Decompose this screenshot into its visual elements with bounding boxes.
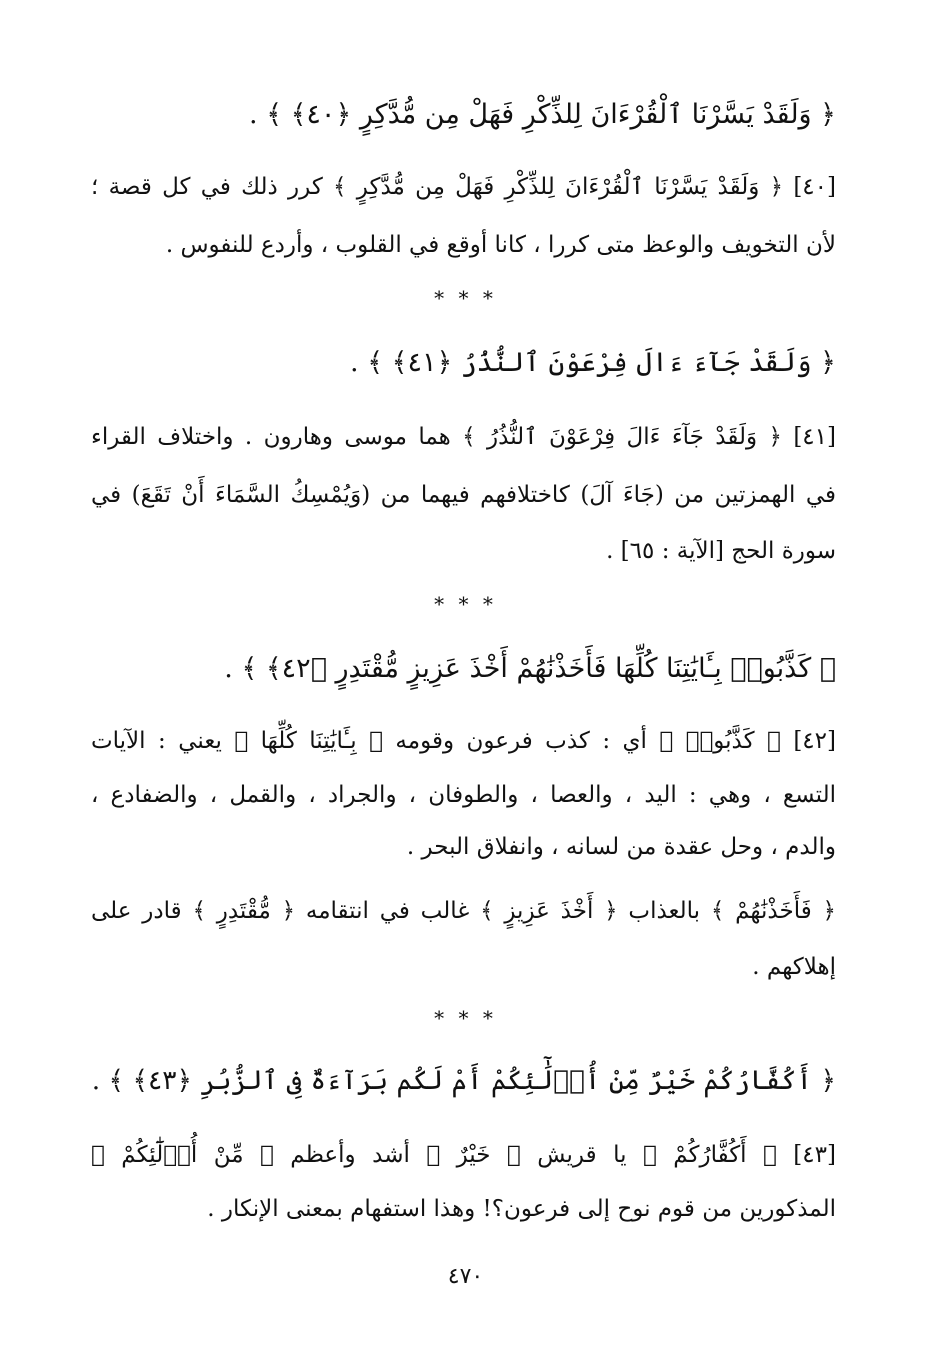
verse-40: ﴿ وَلَقَدْ يَسَّرْنَا ٱلْقُرْءَانَ لِلذِّكْرِ فَهَلْ مِن مُّدَّكِرٍ ﴿٤٠﴾ ﴾ . (249, 99, 836, 130)
commentary-42-line1: [٤٢] ﴿ كَذَّبُوا۟ ﴾ أي : كذب فرعون وقومه ﴿ بِـَٔايَٰتِنَا كُلِّهَا ﴾ يعني : الآيات (91, 728, 836, 754)
section-separator: * * * (434, 286, 497, 310)
commentary-42-line3: والدم ، وحل عقدة من لسانه ، وانفلاق البحر . (406, 834, 836, 860)
commentary-42b-line2: إهلاكهم . (752, 954, 836, 980)
verse-43: ﴿ أَكُفَّارُكُمْ خَيْرٌ مِّنْ أُو۟لَٰٓئِكُمْ أَمْ لَكُم بَرَآءَةٌ فِى ٱلزُّبُرِ ﴿٤٣﴾ ﴾ . (91, 1065, 836, 1096)
commentary-43-line1: [٤٣] ﴿ أَكُفَّارُكُمْ ﴾ يا قريش ﴿ خَيْرٌ ﴾ أشد وأعظم ﴿ مِّنْ أُو۟لَٰٓئِكُمْ ﴾ (91, 1142, 836, 1168)
section-separator: * * * (434, 1006, 497, 1030)
commentary-42-line2: التسع ، وهي : اليد ، والعصا ، والطوفان ، والجراد ، والقمل ، والضفادع ، (91, 782, 836, 808)
commentary-41-line2: في الهمزتين من (جَاءَ آلَ) كاختلافهم فيهما من (وَيُمْسِكُ السَّمَاءَ أَنْ تَقَعَ) في (91, 482, 836, 508)
section-separator: * * * (434, 592, 497, 616)
commentary-40-line2: لأن التخويف والوعظ متى كررا ، كانا أوقع في القلوب ، وأردع للنفوس . (165, 232, 836, 258)
commentary-41-line3: سورة الحج [الآية : ٦٥] . (606, 538, 836, 564)
verse-42: ﴿ كَذَّبُوا۟ بِـَٔايَٰتِنَا كُلِّهَا فَأَخَذْنَٰهُمْ أَخْذَ عَزِيزٍ مُّقْتَدِرٍ ﴿٤٢﴾ ﴾ . (224, 653, 836, 684)
commentary-41-line1: [٤١] ﴿ وَلَقَدْ جَآءَ ءَالَ فِرْعَوْنَ ٱلنُّذُرُ ﴾ هما موسى وهارون . واختلاف القراء (91, 424, 836, 450)
commentary-43-line2: المذكورين من قوم نوح إلى فرعون؟! وهذا استفهام بمعنى الإنكار . (207, 1196, 836, 1222)
verse-41: ﴿ وَلَقَدْ جَآءَ ءَالَ فِرْعَوْنَ ٱلنُّذُرُ ﴿٤١﴾ ﴾ . (350, 347, 836, 378)
page-number: ٤٧٠ (447, 1264, 484, 1289)
commentary-40-line1: [٤٠] ﴿ وَلَقَدْ يَسَّرْنَا ٱلْقُرْءَانَ لِلذِّكْرِ فَهَلْ مِن مُّدَّكِرٍ ﴾ كرر ذلك في كل قصة ؛ (91, 174, 836, 200)
commentary-42b-line1: ﴿ فَأَخَذْنَٰهُمْ ﴾ بالعذاب ﴿ أَخْذَ عَزِيزٍ ﴾ غالب في انتقامه ﴿ مُّقْتَدِرٍ ﴾ قادر على (91, 898, 836, 924)
